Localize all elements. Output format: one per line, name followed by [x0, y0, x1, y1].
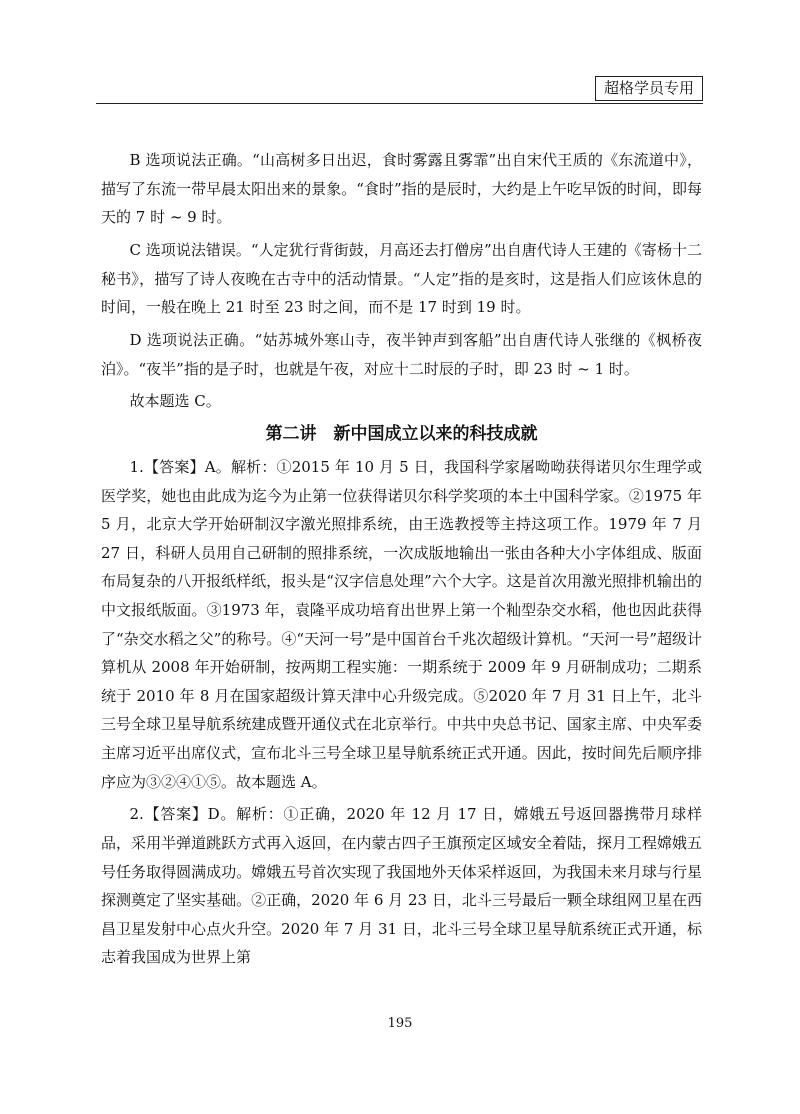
paragraph-option-d: D 选项说法正确。“姑苏城外寒山寺，夜半钟声到客船”出自唐代诗人张继的《枫桥夜泊》。“夜半”指的是子时，也就是午夜，对应十二时辰的子时，即 23 时 ~ 1 时。	[101, 330, 702, 378]
header-rule	[96, 103, 703, 104]
section-title: 第二讲 新中国成立以来的科技成就	[265, 424, 538, 445]
page-content	[101, 146, 702, 976]
paragraph-answer-2: 2.【答案】D。解析：①正确，2020 年 12 月 17 日，嫦娥五号返回器携带月球样品，采用半弹道跳跃方式再入返回，在内蒙古四子王旗预定区域安全着陆，探月工程嫦娥五号任务取得圆满成功。嫦娥五号首次实现了我国地外天体采样返回，为我国未来月球与行星探测奠定了坚实基础。②正确，2020 年 6 月 23 日，北斗三号最后一颗全球组网卫星在西昌卫星发射中心点火升空。2020 年 7 月 31 日，北斗三号全球卫星导航系统正式开通，标志着我国成为世界上第	[101, 805, 702, 967]
paragraph-answer-1: 1.【答案】A。解析：①2015 年 10 月 5 日，我国科学家屠呦呦获得诺贝尔生理学或医学奖，她也由此成为迄今为止第一位获得诺贝尔科学奖项的本土中国科学家。②1975 年 5 月，北京大学开始研制汉字激光照排系统，由王选教授等主持这项工作。1979 年 7 月 27 日，科研人员用自己研制的照排系统，一次成版地输出一张由各种大小字体组成、版面布局复杂的八开报纸样纸，报头是“汉字信息处理”六个大字。这是首次用激光照排机输出的中文报纸版面。③1973 年，袁隆平成功培育出世界上第一个籼型杂交水稻，他也因此获得了“杂交水稻之父”的称号。④“天河一号”是中国首台千兆次超级计算机。“天河一号”超级计算机从 2008 年开始研制，按两期工程实施：一期系统于 2009 年 9 月研制成功；二期系统于 2010 年 8 月在国家超级计算天津中心升级完成。⑤2020 年 7 月 31 日上午，北斗三号全球卫星导航系统建成暨开通仪式在北京举行。中共中央总书记、国家主席、中央军委主席习近平出席仪式，宣布北斗三号全球卫星导航系统正式开通。因此，按时间先后顺序排序应为③②④①⑤。故本题选 A。	[101, 458, 703, 791]
page-number: 195	[387, 1016, 413, 1031]
header-stamp: 超格学员专用	[595, 76, 703, 101]
paragraph-option-c: C 选项说法错误。“人定犹行背街鼓，月高还去打僧房”出自唐代诗人王建的《寄杨十二秘书》，描写了诗人夜晚在古寺中的活动情景。“人定”指的是亥时，这是指人们应该休息的时间，一般在晚上 21 时至 23 时之间，而不是 17 时到 19 时。	[101, 240, 702, 317]
paragraph-conclusion: 故本题选 C。	[129, 392, 221, 411]
paragraph-option-b: B 选项说法正确。“山高树多日出迟，食时雾露且雾霏”出自宋代王质的《东流道中》，描写了东流一带早晨太阳出来的景象。“食时”指的是辰时，大约是上午吃早饭的时间，即每天的 7 时 ~ 9 时。	[101, 151, 702, 227]
